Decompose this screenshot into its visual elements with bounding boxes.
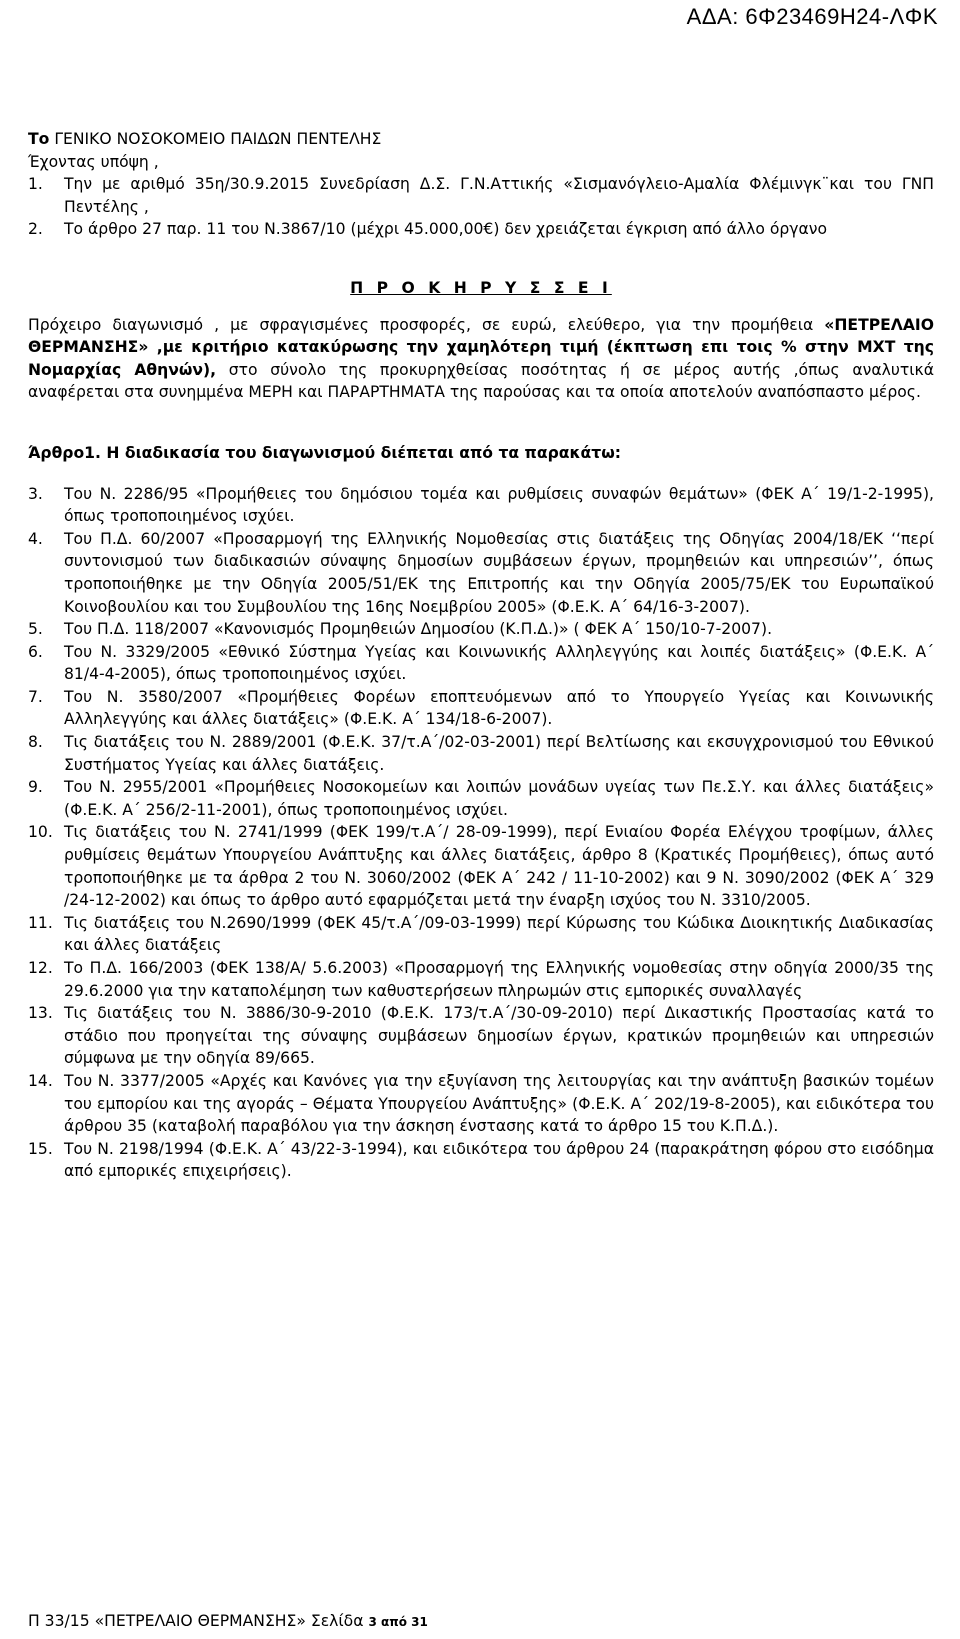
list-text: Του Ν. 2286/95 «Προμήθειες του δημόσιου τομέα και ρυθμίσεις συναφών θεμάτων» (ΦΕΚ Α΄ 19/1-2-1995), όπως τροποποιημένος ισχύει. (64, 484, 934, 526)
list-item (28, 641, 934, 686)
page-footer (28, 1612, 428, 1630)
list-item (28, 618, 934, 641)
laws-list (28, 483, 934, 1183)
list-number: 8. (28, 733, 43, 752)
intro-part1: Πρόχειρο διαγωνισμό , με σφραγισμένες προσφορές, σε ευρώ, ελεύθερο, για την προμήθεια (28, 315, 825, 334)
list-text: Του Ν. 2955/2001 «Προμήθειες Νοσοκομείων και λοιπών μονάδων υγείας των Πε.Σ.Υ. και άλλες διατάξεις» (Φ.Ε.Κ. Α΄ 256/2-11-2001), όπως τροποποιημένος ισχύει. (64, 778, 934, 819)
list-item (28, 912, 934, 957)
list-number: 14. (28, 1071, 53, 1090)
list-text: Την με αριθμό 35η/30.9.2015 Συνεδρίαση Δ.Σ. Γ.Ν.Αττικής «Σισμανόγλειο-Αμαλία Φλέμινγκ¨και του ΓΝΠ Πεντέλης , (64, 175, 934, 216)
list-text: Το Π.Δ. 166/2003 (ΦΕΚ 138/Α/ 5.6.2003) «Προσαρμογή της Ελληνικής νομοθεσίας στην οδηγία 2000/35 της 29.6.2000 για την καταπολέμηση των καθυστερήσεων πληρωμών στις εμπορικές συναλλαγές (64, 959, 934, 1000)
list-text: Του Π.Δ. 118/2007 «Κανονισμός Προμηθειών Δημοσίου (Κ.Π.Δ.)» ( ΦΕΚ Α΄ 150/10-7-2007). (64, 620, 773, 639)
list-text: Του Π.Δ. 60/2007 «Προσαρμογή της Ελληνικής Νομοθεσίας στις διατάξεις της Οδηγίας 2004/18/ΕΚ ‘‘περί συντονισμού των διαδικασιών σύναψης δημοσίων συμβάσεων έργων, προμηθειών και υπηρεσιών’’, όπως τροποποιήθηκε με την Οδηγία 2005/51/ΕΚ της Επιτροπής και την Οδηγία 2005/75/ΕΚ του Ευρωπαϊκού Κοινοβουλίου και του Συμβουλίου της 16ης Νοεμβρίου 2005» (Φ.Ε.Κ. Α΄ 64/16-3-2007). (64, 529, 934, 616)
list-item (28, 1070, 934, 1138)
list-text: Του Ν. 3580/2007 «Προμήθειες Φορέων εποπτευόμενων από το Υπουργείο Υγείας και Κοινωνικής Αλληλεγγύης και άλλες διατάξεις» (Φ.Ε.Κ. Α΄ 134/18-6-2007). (64, 687, 934, 729)
list-item (28, 1002, 934, 1070)
list-number: 15. (28, 1139, 53, 1158)
list-number: 9. (28, 778, 43, 797)
list-number: 5. (28, 620, 43, 639)
intro-paragraph (28, 314, 934, 404)
list-text: Τις διατάξεις του Ν. 3886/30-9-2010 (Φ.Ε.Κ. 173/τ.Α΄/30-09-2010) περί Δικαστικής Προστασίας κατά το στάδιο που προηγείται της σύναψης συμβάσεων δημοσίων έργων, κρατικών προμηθειών και υπηρεσιών σύμφωνα με την οδηγία 89/665. (64, 1004, 934, 1068)
ada-code: ΑΔΑ: 6Φ23469Η24-ΛΦΚ (686, 4, 938, 29)
list-number: 1. (28, 175, 43, 194)
list-item (28, 957, 934, 1002)
considerations-list (28, 173, 934, 241)
list-item (28, 218, 934, 241)
intro-part2: στο σύνολο της προκυρηχθείσας ποσότητας ή σε μέρος αυτής ,όπως αναλυτικά αναφέρεται στα συνημμένα ΜΕΡΗ και ΠΑΡΑΡΤΗΜΑΤΑ της παρούσας και τα οποία αποτελούν αναπόσπαστο μέρος. (28, 360, 934, 402)
list-item (28, 528, 934, 618)
list-number: 3. (28, 484, 43, 503)
footer-text: Π 33/15 «ΠΕΤΡΕΛΑΙΟ ΘΕΡΜΑΝΣΗΣ» Σελίδα (28, 1612, 369, 1630)
recipient-name: ΓΕΝΙΚΟ ΝΟΣΟΚΟΜΕΙΟ ΠΑΙΔΩΝ ΠΕΝΤΕΛΗΣ (49, 130, 382, 148)
recipient-prefix: Το (28, 130, 50, 148)
list-number: 13. (28, 1004, 53, 1023)
list-item (28, 776, 934, 821)
list-text: Το άρθρο 27 παρ. 11 του Ν.3867/10 (μέχρι 45.000,00€) δεν χρειάζεται έγκριση από άλλο όργανο (64, 220, 828, 239)
list-item (28, 821, 934, 911)
list-number: 10. (28, 823, 53, 842)
document-body (28, 128, 934, 1183)
list-number: 2. (28, 220, 43, 239)
list-number: 12. (28, 959, 53, 977)
having-regard: Έχοντας υπόψη , (28, 152, 159, 171)
list-text: Του Ν. 3329/2005 «Εθνικό Σύστημα Υγείας και Κοινωνικής Αλληλεγγύης και λοιπές διατάξεις» (Φ.Ε.Κ. Α΄ 81/4-4-2005), όπως τροποποιημένος ισχύει. (64, 642, 934, 684)
list-text: Τις διατάξεις του Ν. 2741/1999 (ΦΕΚ 199/τ.Α΄/ 28-09-1999), περί Ενιαίου Φορέα Ελέγχου τροφίμων, άλλες ρυθμίσεις θεμάτων Υπουργείου Ανάπτυξης και άλλες διατάξεις, άρθρο 8 (Κρατικές Προμήθειες), όπως αυτό τροποποιήθηκε με τα άρθρα 2 του Ν. 3060/2002 (ΦΕΚ Α΄ 242 / 11-10-2002) και 9 Ν. 3090/2002 (ΦΕΚ Α΄ 329 /24-12-2002) και όπως το άρθρο αυτό εφαρμόζεται μετά την έναρξη ισχύος του Ν. 3310/2005. (64, 823, 934, 910)
list-text: Του Ν. 3377/2005 «Αρχές και Κανόνες για την εξυγίανση της λειτουργίας και την ανάπτυξη βασικών τομέων του εμπορίου και της αγοράς – Θέματα Υπουργείου Ανάπτυξης» (Φ.Ε.Κ. Α΄ 202/19-8-2005), και ειδικότερα του άρθρου 35 (καταβολή παραβόλου για την άσκηση ένστασης κατά το άρθρο 15 του Κ.Π.Δ.). (64, 1071, 934, 1136)
list-text: Του Ν. 2198/1994 (Φ.Ε.Κ. Α΄ 43/22-3-1994), και ειδικότερα του άρθρου 24 (παρακράτηση φόρου στο εισόδημα από εμπορικές επιχειρήσεις). (64, 1139, 934, 1181)
list-number: 11. (28, 913, 53, 932)
list-item (28, 686, 934, 731)
list-text: Τις διατάξεις του Ν.2690/1999 (ΦΕΚ 45/τ.Α΄/09-03-1999) περί Κύρωσης του Κώδικα Διοικητικής Διαδικασίας και άλλες διατάξεις (64, 913, 934, 955)
list-item (28, 173, 934, 218)
recipient-line (28, 128, 934, 151)
list-number: 7. (28, 687, 43, 706)
proclamation-heading: Π Ρ Ο Κ Η Ρ Υ Σ Σ Ε Ι (350, 278, 612, 297)
article-heading: Άρθρο1. Η διαδικασία του διαγωνισμού διέπεται από τα παρακάτω: (28, 443, 621, 462)
footer-page-number: 3 από 31 (368, 1615, 428, 1629)
list-number: 6. (28, 642, 43, 661)
list-item (28, 731, 934, 776)
list-text: Τις διατάξεις του Ν. 2889/2001 (Φ.Ε.Κ. 37/τ.Α΄/02-03-2001) περί Βελτίωσης και εκσυγχρονισμού του Εθνικού Συστήματος Υγείας και άλλες διατάξεις. (64, 733, 934, 774)
list-number: 4. (28, 529, 43, 548)
list-item (28, 1138, 934, 1183)
list-item (28, 483, 934, 528)
intro-bold: «ΠΕΤΡΕΛΑΙΟ ΘΕΡΜΑΝΣΗΣ» ,με κριτήριο κατακύρωσης την χαμηλότερη τιμή (έκπτωση επι τοις % στην ΜΧΤ της Νομαρχίας Αθηνών), (28, 315, 934, 379)
